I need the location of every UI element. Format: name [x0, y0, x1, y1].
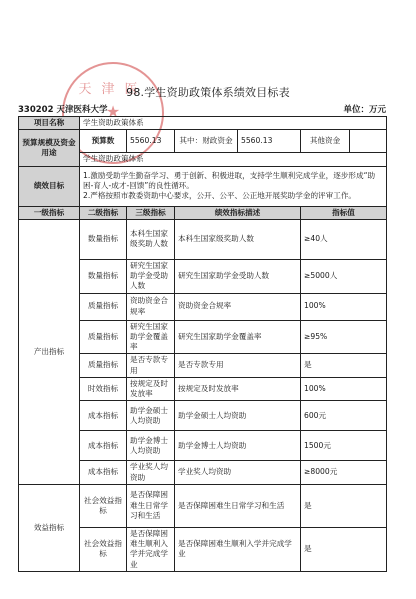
- level3-cell: 是否专款专用: [127, 354, 175, 378]
- header-value: 指标值: [301, 206, 387, 219]
- level3-cell: 助学金硕士人均资助: [127, 401, 175, 431]
- level3-cell: 资助资金合规率: [127, 293, 175, 320]
- project-value: 学生资助政策体系: [80, 117, 387, 130]
- level3-cell: 研究生国家助学金覆盖率: [127, 320, 175, 354]
- org-code-name: 330202 天津医科大学: [18, 105, 108, 115]
- desc-cell: 按规定及时发放率: [175, 377, 301, 401]
- level3-cell: 研究生国家助学金受助人数: [127, 259, 175, 293]
- other-cell: [301, 130, 387, 153]
- desc-cell: 研究生国家助学金覆盖率: [175, 320, 301, 354]
- budget-amount-value: 5560.13: [127, 130, 175, 153]
- level2-cell: 数量指标: [80, 259, 127, 293]
- desc-cell: 本科生国家级奖助人数: [175, 219, 301, 259]
- level2-cell: 成本指标: [80, 461, 127, 485]
- other-label: 其他资金: [301, 130, 350, 152]
- usage-value: 学生资助政策体系: [80, 153, 387, 166]
- value-cell: ≥8000元: [301, 461, 387, 485]
- seal-text: 天津医: [78, 82, 148, 97]
- level2-cell: 成本指标: [80, 401, 127, 431]
- desc-cell: 研究生国家助学金受助人数: [175, 259, 301, 293]
- level3-cell: 学业奖人均资助: [127, 461, 175, 485]
- finance-cell: [175, 130, 301, 153]
- header-desc: 绩效指标描述: [175, 206, 301, 219]
- budget-row: [19, 130, 387, 153]
- desc-cell: 资助资金合规率: [175, 293, 301, 320]
- value-cell: 600元: [301, 401, 387, 431]
- value-cell: 1500元: [301, 431, 387, 461]
- value-cell: 是: [301, 527, 387, 571]
- desc-cell: 是否保障困难生顺利入学并完成学业: [175, 527, 301, 571]
- indicator-row: [19, 219, 387, 259]
- header-level3: 三级指标: [127, 206, 175, 219]
- value-cell: ≥40人: [301, 219, 387, 259]
- header-level2: 二级指标: [80, 206, 127, 219]
- seal-star-icon: ★: [105, 102, 121, 121]
- value-cell: ≥5000人: [301, 259, 387, 293]
- level2-cell: 成本指标: [80, 431, 127, 461]
- level2-cell: 社会效益指标: [80, 484, 127, 527]
- finance-label: 其中：财政资金: [175, 130, 238, 152]
- desc-cell: 是否专款专用: [175, 354, 301, 378]
- desc-cell: 助学金博士人均资助: [175, 431, 301, 461]
- goal-line-2: 2.严格按照市教委资助中心要求，公开、公平、公正地开展奖助学金的评审工作。: [83, 191, 357, 201]
- level3-cell: 是否保障困难生顺利入学并完成学业: [127, 527, 175, 571]
- level3-cell: 本科生国家级奖助人数: [127, 219, 175, 259]
- value-cell: 100%: [301, 293, 387, 320]
- budget-amount-label: 预算数: [80, 130, 127, 153]
- level2-cell: 质量指标: [80, 354, 127, 378]
- finance-value: 5560.13: [241, 136, 273, 146]
- desc-cell: 助学金硕士人均资助: [175, 401, 301, 431]
- value-cell: ≥95%: [301, 320, 387, 354]
- desc-cell: 是否保障困难生日常学习和生活: [175, 484, 301, 527]
- unit-label: 单位：万元: [343, 105, 386, 115]
- budget-label: 预算规模及资金用途: [19, 130, 80, 166]
- header-level1: 一级指标: [19, 206, 80, 219]
- value-cell: 是: [301, 354, 387, 378]
- project-row: [19, 117, 387, 130]
- goal-label: 绩效目标: [19, 166, 80, 206]
- goal-row: [19, 166, 387, 206]
- value-cell: 100%: [301, 377, 387, 401]
- header-row: [19, 206, 387, 219]
- level2-cell: 社会效益指标: [80, 527, 127, 571]
- goal-line-1: 1.激励受助学生勤奋学习、勇于创新、积极进取，支持学生顺利完成学业，逐步形成“助困-育人-成才-回馈”的良性循环。: [83, 170, 376, 190]
- level3-cell: 是否保障困难生日常学习和生活: [127, 484, 175, 527]
- org-unit-row: [18, 103, 386, 115]
- level2-cell: 时效指标: [80, 377, 127, 401]
- level3-cell: 按规定及时发放率: [127, 377, 175, 401]
- level1-cell: 效益指标: [19, 484, 80, 571]
- level3-cell: 助学金博士人均资助: [127, 431, 175, 461]
- level2-cell: 质量指标: [80, 320, 127, 354]
- level2-cell: 质量指标: [80, 293, 127, 320]
- project-label: 项目名称: [19, 117, 80, 130]
- page-title: 98.学生资助政策体系绩效目标表: [126, 86, 290, 99]
- value-cell: 是: [301, 484, 387, 527]
- goal-text: [80, 166, 387, 206]
- other-value: [350, 130, 386, 152]
- level1-cell: 产出指标: [19, 219, 80, 484]
- performance-table: [18, 116, 387, 572]
- level2-cell: 数量指标: [80, 219, 127, 259]
- indicator-row: [19, 484, 387, 527]
- desc-cell: 学业奖人均资助: [175, 461, 301, 485]
